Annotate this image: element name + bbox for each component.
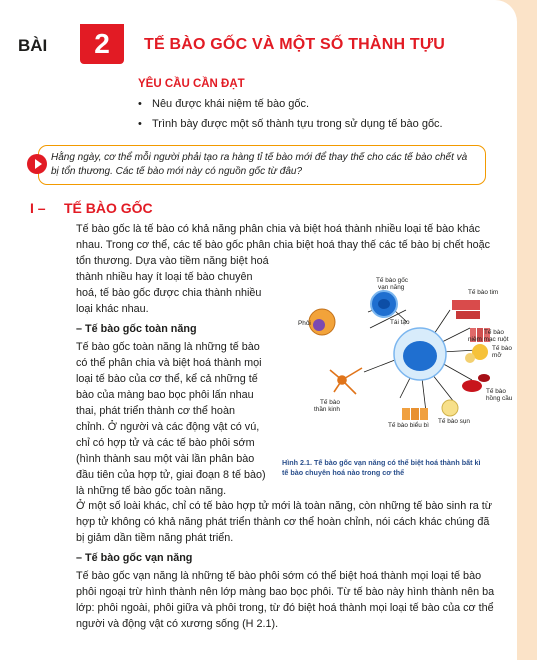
text-line: phôi ngoại trừ hình thành nên lớp màng bao bọc phôi. Từ tế bào này hình thành nên ba bbox=[76, 586, 495, 598]
text-line: Tế bào gốc toàn năng là những tế bào bbox=[76, 341, 260, 353]
text-line: chỉ có hợp tử và các tế bào phôi sớm bbox=[76, 437, 255, 449]
heart-cell-icon bbox=[452, 300, 480, 319]
label-nerve-2: thần kinh bbox=[314, 406, 340, 413]
text-line: tổn thương. Dựa vào tiềm năng biệt hoá bbox=[76, 255, 269, 267]
stem-nucleus-icon bbox=[403, 341, 437, 371]
lesson-prefix: BÀI bbox=[18, 36, 48, 55]
text-line: Tế bào gốc là tế bào có khả năng phân chia và biệt hoá thành nhiều loại tế bào khác bbox=[76, 223, 480, 235]
label-fat: Tế bào bbox=[492, 345, 512, 352]
text-line: (hình thành sau một vài lần phân bào bbox=[76, 453, 255, 465]
text-line: Tế bào gốc vạn năng là những tế bào phôi sớm có thể biệt hoá thành mọi loại tế bào bbox=[76, 570, 482, 582]
fat-cell-icon bbox=[465, 344, 488, 363]
label-nerve: Tế bào bbox=[320, 399, 340, 406]
text-line: đầu tiên của hợp tử, giai đoạn 8 tế bào) bbox=[76, 469, 266, 481]
label-embryo: Phôi bbox=[298, 320, 311, 327]
totipotent-heading: – Tế bào gốc toàn năng bbox=[76, 323, 197, 335]
label-skin: Tế bào biểu bì bbox=[388, 422, 429, 429]
text-line: có thể phân chia và biệt hoá thành mọi bbox=[76, 357, 262, 369]
cartilage-cell-icon bbox=[442, 400, 458, 416]
label-heart: Tế bào tim bbox=[468, 289, 499, 296]
intro-text bbox=[51, 151, 477, 179]
totipotent-paragraph bbox=[76, 339, 276, 499]
lesson-number: 2 bbox=[80, 24, 124, 64]
text-line: bào của màng bao bọc phôi lấn nhau bbox=[76, 389, 254, 401]
intro-line: bị tổn thương. Các tế bào mới này có nguồn gốc từ đâu? bbox=[51, 166, 303, 177]
text-line: người và động vật có xương sống (H 2.1). bbox=[76, 618, 279, 630]
text-line: hợp tử không có khả năng phát triển thành cơ thể hoàn chỉnh, nói cách khác chúng đã bbox=[76, 516, 490, 528]
text-line: hoá, tế bào gốc được chia thành nhiều bbox=[76, 287, 262, 299]
label-stem-2: vạn năng bbox=[378, 284, 405, 291]
text-line: nhau. Trong cơ thể, các tế bào gốc phân chia biệt hoá thay thế các tế bào bị chết hoặc bbox=[76, 239, 491, 251]
section-number: I – bbox=[30, 200, 46, 216]
label-rbc: Tế bào bbox=[486, 388, 506, 395]
text-line: là những tế bào gốc toàn năng. bbox=[76, 485, 227, 497]
paragraph-2 bbox=[76, 498, 496, 546]
nucleus-icon bbox=[378, 299, 390, 309]
skin-cell-icon bbox=[402, 408, 428, 420]
label-renew: Tái tạo bbox=[390, 319, 410, 326]
figure-caption bbox=[282, 458, 492, 478]
text-line: Ở một số loài khác, chỉ có tế bào hợp tử mới là toàn năng, còn những tế bào sinh ra từ bbox=[76, 500, 493, 512]
play-icon bbox=[27, 154, 47, 174]
caption-line: tế bào chuyên hoá nào trong cơ thể bbox=[282, 468, 405, 477]
requirement-item: • Nêu được khái niệm tế bào gốc. bbox=[138, 98, 309, 110]
intro-line: Hằng ngày, cơ thể mỗi người phải tạo ra hàng tỉ tế bào mới để thay thế cho các tế bào chết và bbox=[51, 152, 468, 163]
pluripotent-heading: – Tế bào gốc vạn năng bbox=[76, 552, 193, 564]
embryo-inner-icon bbox=[313, 319, 325, 331]
label-cartilage: Tế bào sụn bbox=[438, 418, 470, 425]
text-line: bị giảm dần tiềm năng phát triển. bbox=[76, 532, 234, 544]
label-rbc-2: hồng cầu bbox=[486, 395, 512, 402]
text-line: chỉnh. Ở người và các động vật có vú, bbox=[76, 421, 260, 433]
section-title: TẾ BÀO GỐC bbox=[64, 200, 153, 216]
label-intestine: Tế bào bbox=[484, 329, 504, 336]
label-intestine-2: niêm mạc ruột bbox=[468, 336, 509, 343]
text-line: lớp: phôi ngoài, phôi giữa và phôi trong, từ đó biệt hoá thành mọi loại tế bào của cơ thể bbox=[76, 602, 494, 614]
caption-line: Hình 2.1. Tế bào gốc vạn năng có thể biệt hoá thành bất kì bbox=[282, 458, 481, 467]
label-fat-2: mỡ bbox=[492, 352, 502, 359]
text-line: thai, phát triển thành cơ thể hoàn bbox=[76, 405, 235, 417]
requirement-item: • Trình bày được một số thành tựu trong sử dụng tế bào gốc. bbox=[138, 118, 443, 130]
lesson-title: TẾ BÀO GỐC VÀ MỘT SỐ THÀNH TỰU bbox=[144, 36, 446, 53]
stem-cell-figure bbox=[272, 270, 512, 430]
text-line: loại khác nhau. bbox=[76, 303, 149, 315]
text-line: loại tế bào của cơ thể, kể cả những tế bbox=[76, 373, 258, 385]
requirements-title: YÊU CẦU CẦN ĐẠT bbox=[138, 78, 245, 90]
label-stem: Tế bào gốc bbox=[376, 277, 408, 284]
intro-box bbox=[38, 145, 486, 185]
text-line: thành nhiều hay ít loại tế bào chuyên bbox=[76, 271, 253, 283]
pluripotent-paragraph bbox=[76, 568, 496, 632]
nerve-cell-icon bbox=[330, 368, 362, 394]
